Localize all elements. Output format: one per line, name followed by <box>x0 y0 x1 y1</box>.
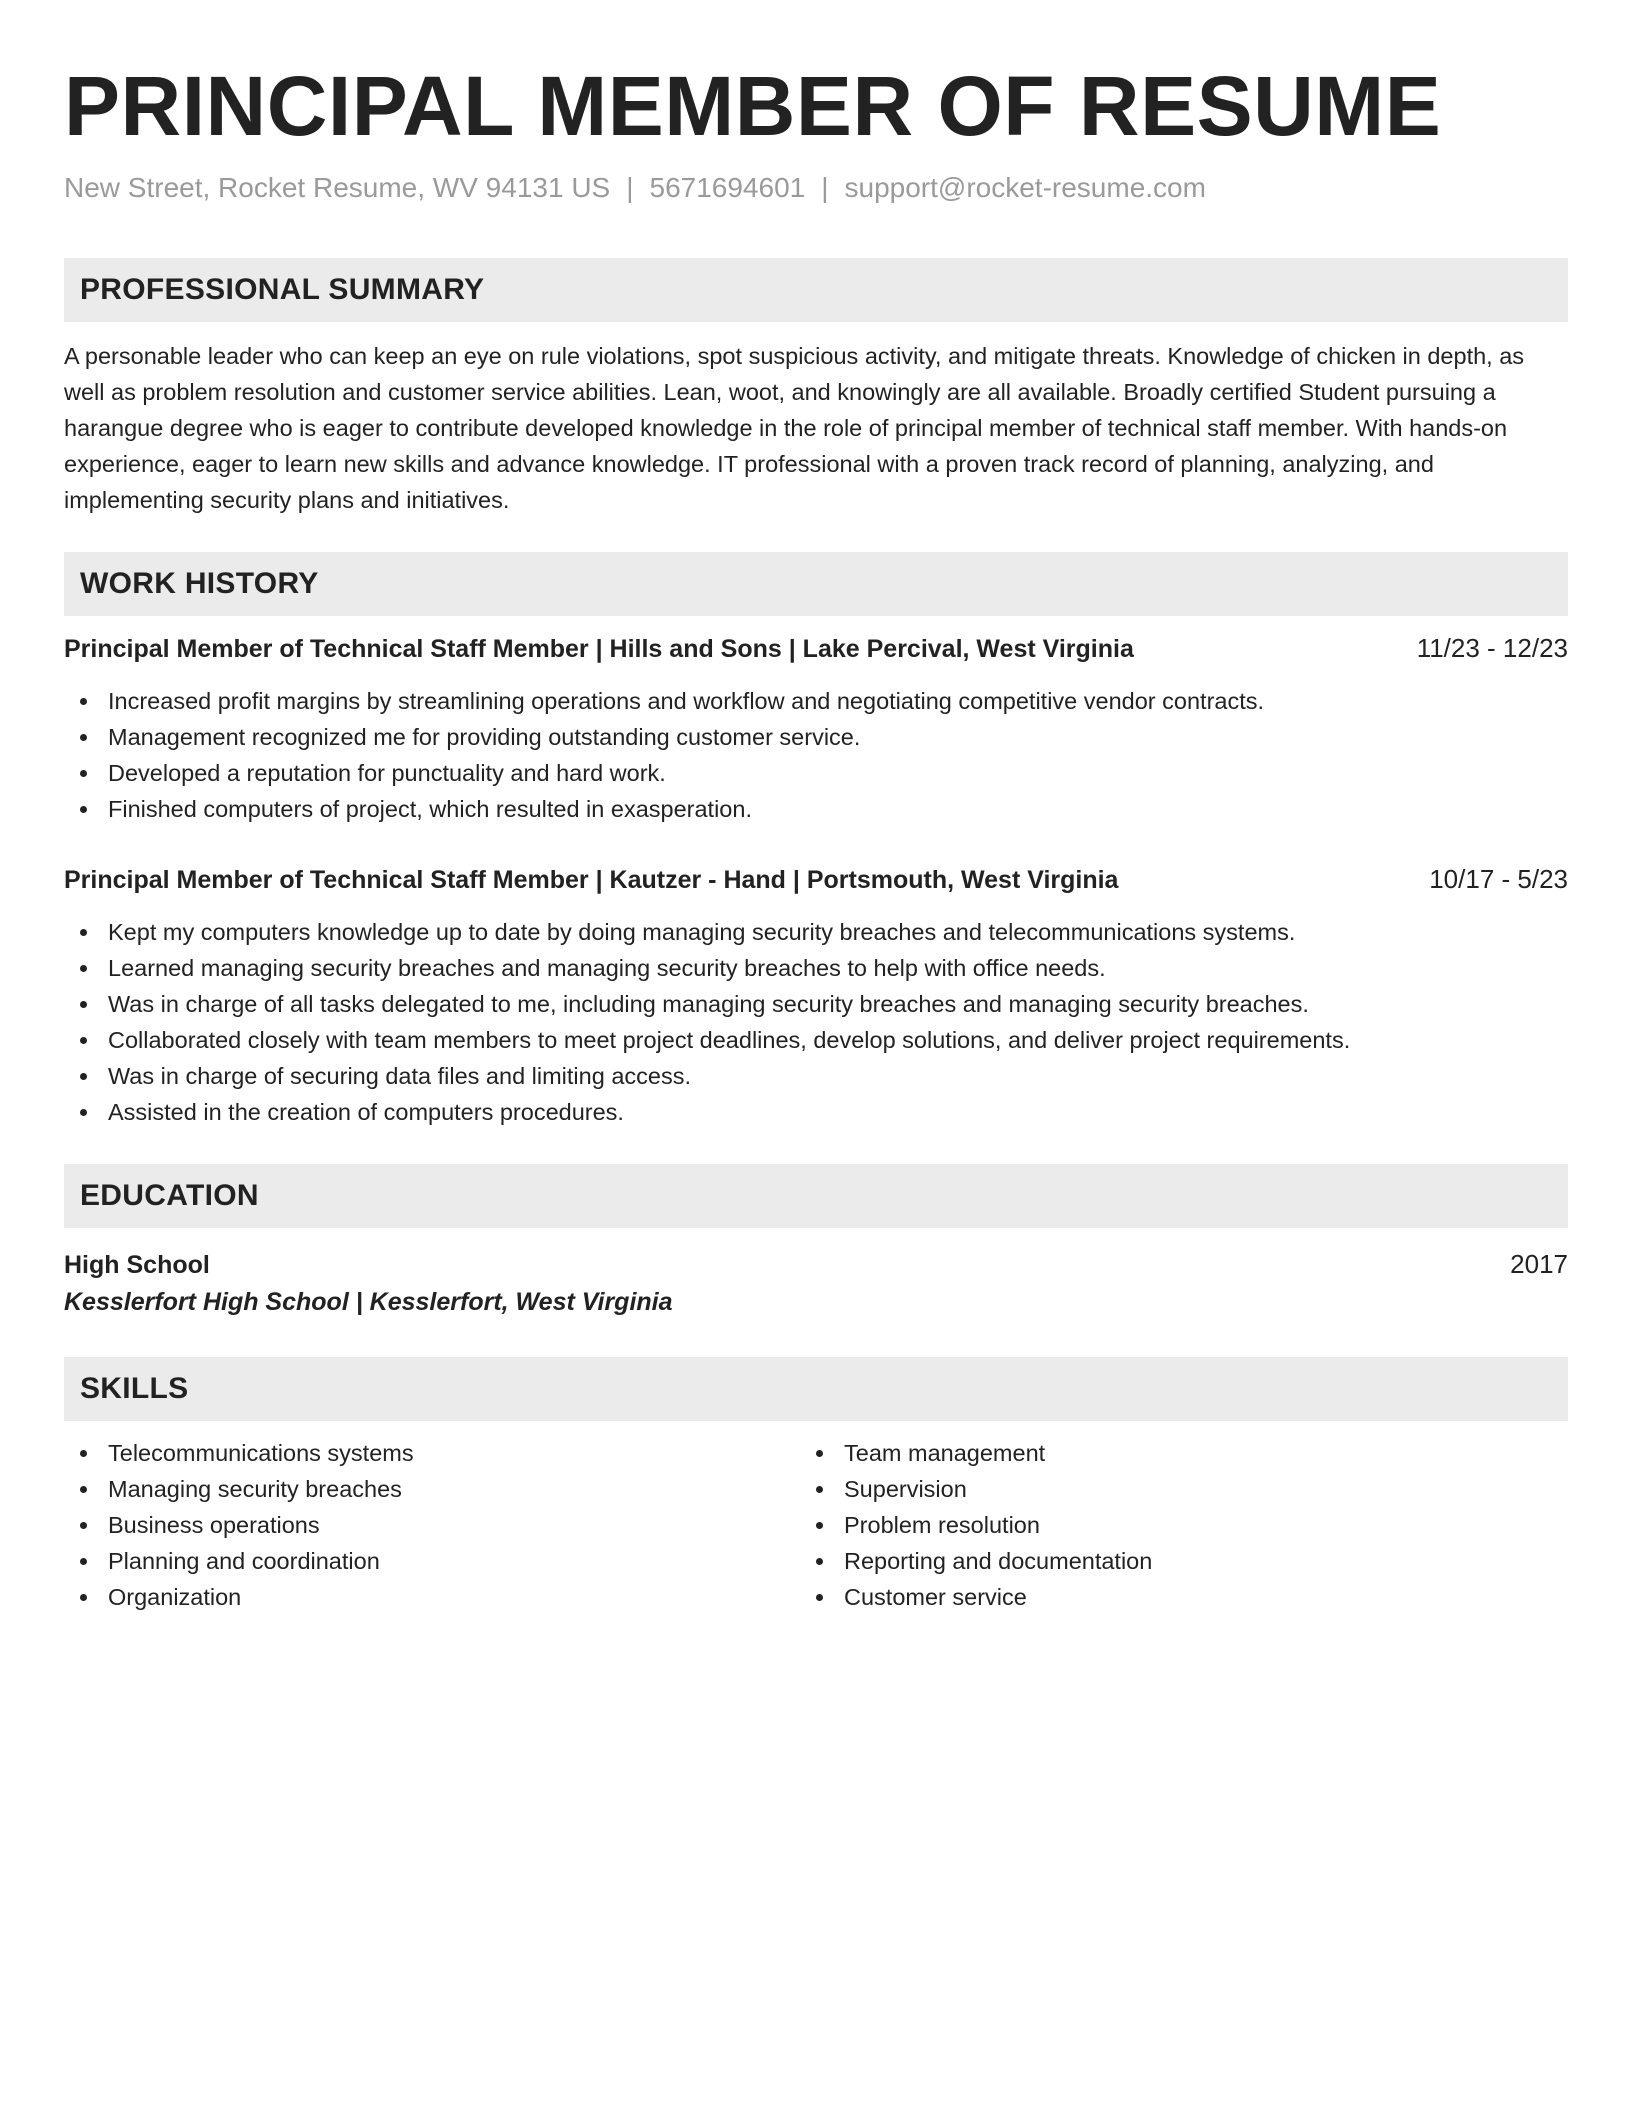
education-year: 2017 <box>1510 1249 1568 1279</box>
bullet-icon <box>80 1558 87 1565</box>
list-item <box>64 1435 800 1471</box>
summary-text: A personable leader who can keep an eye on rule violations, spot suspicious activity, and mitigate threats. Knowledge of chicken in depth, as well as problem resolution and customer service abilities. Lean, woot, and knowingly are all available. Broadly certified Student pursuing a harangue degree who is eager to contribute developed knowledge in the role of principal member of technical staff member. With hands-on experience, eager to learn new skills and advance knowledge. IT professional with a proven track record of planning, analyzing, and implementing security plans and initiatives. <box>64 343 1525 513</box>
bullet-text: Developed a reputation for punctuality and hard work. <box>108 760 666 786</box>
skills-column-left <box>64 1435 800 1615</box>
job-dates: 11/23 - 12/23 <box>1416 633 1568 663</box>
skill-text: Managing security breaches <box>108 1476 402 1502</box>
job-bullets <box>64 914 1568 1130</box>
list-item <box>64 791 1568 827</box>
bullet-icon <box>80 1037 87 1044</box>
skills-list <box>800 1435 1536 1615</box>
bullet-icon <box>816 1450 823 1457</box>
section-header-education <box>64 1164 1568 1228</box>
skill-text: Team management <box>844 1440 1046 1466</box>
bullet-text: Finished computers of project, which resulted in exasperation. <box>108 796 752 822</box>
skill-text: Customer service <box>844 1584 1027 1610</box>
list-item <box>64 1094 1568 1130</box>
bullet-icon <box>80 1109 87 1116</box>
contact-address: New Street, Rocket Resume, WV 94131 US <box>64 172 611 203</box>
skills-list <box>64 1435 800 1615</box>
bullet-icon <box>80 698 87 705</box>
bullet-icon <box>816 1594 823 1601</box>
bullet-text: Assisted in the creation of computers procedures. <box>108 1099 624 1125</box>
list-item <box>64 1471 800 1507</box>
skill-text: Supervision <box>844 1476 967 1502</box>
skill-text: Organization <box>108 1584 242 1610</box>
job-header <box>64 861 1568 898</box>
section-title: EDUCATION <box>80 1179 259 1212</box>
bullet-text: Management recognized me for providing outstanding customer service. <box>108 724 861 750</box>
list-item <box>64 755 1568 791</box>
skill-text: Problem resolution <box>844 1512 1040 1538</box>
list-item <box>64 1058 1568 1094</box>
bullet-text: Learned managing security breaches and managing security breaches to help with office needs. <box>108 955 1106 981</box>
list-item <box>64 914 1568 950</box>
bullet-text: Kept my computers knowledge up to date by doing managing security breaches and telecommunications systems. <box>108 919 1296 945</box>
bullet-icon <box>80 1522 87 1529</box>
list-item <box>64 683 1568 719</box>
section-title: WORK HISTORY <box>80 567 319 600</box>
bullet-icon <box>80 1001 87 1008</box>
job-entry <box>64 861 1568 1130</box>
bullet-text: Was in charge of all tasks delegated to me, including managing security breaches and managing security breaches. <box>108 991 1309 1017</box>
list-item <box>800 1471 1536 1507</box>
skill-text: Business operations <box>108 1512 320 1538</box>
education-degree: High School <box>64 1251 210 1279</box>
job-bullets <box>64 683 1568 827</box>
list-item <box>64 1022 1568 1058</box>
section-header-work-history <box>64 552 1568 616</box>
list-item <box>64 1507 800 1543</box>
bullet-icon <box>816 1558 823 1565</box>
bullet-icon <box>80 1450 87 1457</box>
contact-email: support@rocket-resume.com <box>844 172 1206 203</box>
skill-text: Reporting and documentation <box>844 1548 1153 1574</box>
bullet-icon <box>80 1073 87 1080</box>
list-item <box>800 1543 1536 1579</box>
resume-name: PRINCIPAL MEMBER OF RESUME <box>64 59 1442 153</box>
list-item <box>64 719 1568 755</box>
skills-grid <box>64 1435 1568 1615</box>
bullet-icon <box>80 1594 87 1601</box>
section-title: SKILLS <box>80 1372 189 1405</box>
bullet-icon <box>80 965 87 972</box>
section-header-skills <box>64 1357 1568 1421</box>
section-header-summary <box>64 258 1568 322</box>
bullet-icon <box>816 1486 823 1493</box>
contact-phone: 5671694601 <box>649 172 806 203</box>
contact-separator: | <box>821 172 829 203</box>
list-item <box>64 1579 800 1615</box>
bullet-icon <box>816 1522 823 1529</box>
education-school: Kesslerfort High School | Kesslerfort, West Virginia <box>64 1288 673 1316</box>
bullet-text: Was in charge of securing data files and limiting access. <box>108 1063 691 1089</box>
skills-column-right <box>800 1435 1536 1615</box>
list-item <box>800 1435 1536 1471</box>
list-item <box>64 1543 800 1579</box>
bullet-text: Increased profit margins by streamlining operations and workflow and negotiating competitive vendor contracts. <box>108 688 1265 714</box>
bullet-icon <box>80 806 87 813</box>
bullet-icon <box>80 770 87 777</box>
job-title: Principal Member of Technical Staff Member | Kautzer - Hand | Portsmouth, West Virginia <box>64 866 1119 894</box>
bullet-text: Collaborated closely with team members to meet project deadlines, develop solutions, and deliver project requirements. <box>108 1027 1351 1053</box>
bullet-icon <box>80 929 87 936</box>
list-item <box>800 1507 1536 1543</box>
list-item <box>800 1579 1536 1615</box>
job-header <box>64 630 1568 667</box>
list-item <box>64 986 1568 1022</box>
education-entry <box>64 1246 1568 1321</box>
job-dates: 10/17 - 5/23 <box>1429 864 1568 894</box>
education-header <box>64 1246 1568 1283</box>
bullet-icon <box>80 734 87 741</box>
skill-text: Planning and coordination <box>108 1548 380 1574</box>
contact-line <box>64 170 1568 206</box>
skill-text: Telecommunications systems <box>108 1440 414 1466</box>
contact-separator: | <box>626 172 634 203</box>
list-item <box>64 950 1568 986</box>
job-title: Principal Member of Technical Staff Member | Hills and Sons | Lake Percival, West Virginia <box>64 635 1134 663</box>
section-title: PROFESSIONAL SUMMARY <box>80 273 485 306</box>
bullet-icon <box>80 1486 87 1493</box>
job-entry <box>64 630 1568 827</box>
